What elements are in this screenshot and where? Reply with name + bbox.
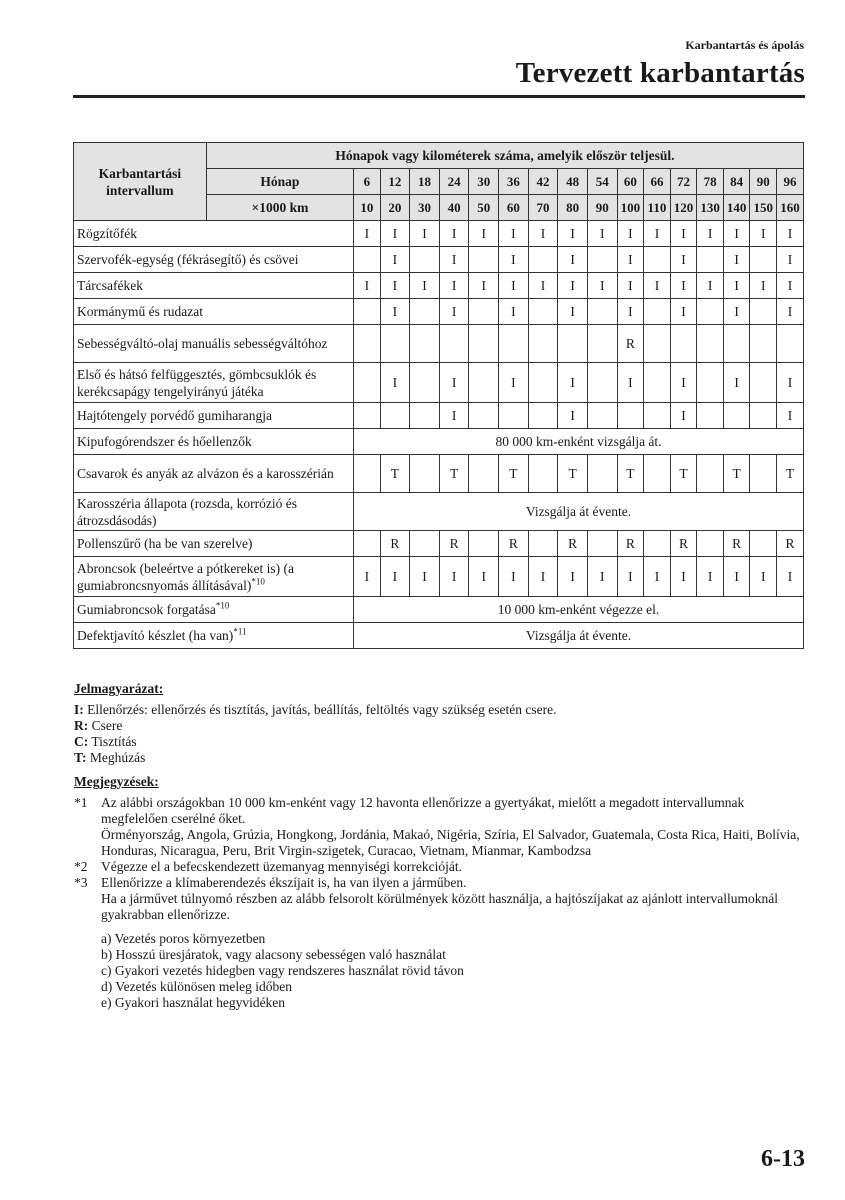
km-cell: 60 [499, 195, 529, 221]
schedule-cell [723, 325, 750, 363]
km-label: ×1000 km [206, 195, 353, 221]
condition-list [101, 931, 804, 1011]
schedule-cell: I [499, 273, 529, 299]
schedule-cell: I [750, 557, 777, 597]
table-row [74, 299, 804, 325]
legend-item: I: Ellenőrzés: ellenőrzés és tisztítás, javítás, beállítás, feltöltés vagy szükség esetén csere. [74, 702, 557, 717]
month-cell: 90 [750, 169, 777, 195]
schedule-cell: I [380, 221, 410, 247]
schedule-cell: I [528, 557, 558, 597]
schedule-cell [499, 403, 529, 429]
condition-item: b) Hosszú üresjáratok, vagy alacsony sebességen való használat [101, 947, 446, 962]
schedule-cell: I [670, 299, 697, 325]
condition-item: d) Vezetés különösen meleg időben [101, 979, 292, 994]
schedule-cell: I [380, 299, 410, 325]
schedule-cell: R [776, 531, 803, 557]
schedule-cell: I [697, 273, 724, 299]
schedule-cell: I [499, 299, 529, 325]
legend-item: R: Csere [74, 718, 123, 733]
schedule-cell: T [499, 455, 529, 493]
schedule-cell [354, 403, 381, 429]
month-cell: 12 [380, 169, 410, 195]
month-cell: 60 [617, 169, 644, 195]
schedule-cell: R [723, 531, 750, 557]
km-cell: 150 [750, 195, 777, 221]
km-cell: 80 [558, 195, 588, 221]
schedule-cell [380, 325, 410, 363]
schedule-cell [469, 325, 499, 363]
schedule-cell [410, 531, 440, 557]
schedule-cell: I [670, 247, 697, 273]
km-cell: 140 [723, 195, 750, 221]
schedule-cell: I [528, 273, 558, 299]
km-cell: 20 [380, 195, 410, 221]
schedule-cell: I [439, 557, 469, 597]
schedule-cell: I [617, 363, 644, 403]
schedule-cell: I [723, 363, 750, 403]
schedule-cell: I [697, 221, 724, 247]
schedule-cell: I [469, 273, 499, 299]
table-row [74, 325, 804, 363]
schedule-cell [750, 299, 777, 325]
schedule-cell [410, 325, 440, 363]
km-cell: 130 [697, 195, 724, 221]
schedule-cell: I [670, 557, 697, 597]
schedule-cell: I [499, 557, 529, 597]
schedule-cell: I [469, 221, 499, 247]
schedule-cell: I [439, 403, 469, 429]
schedule-cell [528, 247, 558, 273]
schedule-cell: I [380, 363, 410, 403]
schedule-cell: I [499, 363, 529, 403]
schedule-cell [750, 363, 777, 403]
km-cell: 10 [354, 195, 381, 221]
schedule-cell [697, 325, 724, 363]
schedule-cell [410, 363, 440, 403]
schedule-cell: I [670, 363, 697, 403]
schedule-cell [723, 403, 750, 429]
schedule-cell: I [617, 273, 644, 299]
footnote-ref: *11 [233, 626, 247, 637]
table-row [74, 623, 804, 649]
schedule-cell [469, 299, 499, 325]
month-cell: 78 [697, 169, 724, 195]
schedule-cell [587, 403, 617, 429]
schedule-cell [528, 455, 558, 493]
schedule-cell [644, 325, 671, 363]
legend-item: T: Meghúzás [74, 750, 146, 765]
schedule-cell [697, 299, 724, 325]
schedule-cell: I [410, 273, 440, 299]
km-cell: 90 [587, 195, 617, 221]
top-header: Hónapok vagy kilométerek száma, amelyik először teljesül. [206, 143, 803, 169]
km-cell: 110 [644, 195, 671, 221]
schedule-cell: I [723, 221, 750, 247]
schedule-cell: R [670, 531, 697, 557]
schedule-cell: I [354, 221, 381, 247]
condition-item: e) Gyakori használat hegyvidéken [101, 995, 286, 1010]
schedule-cell: T [776, 455, 803, 493]
schedule-cell: I [439, 299, 469, 325]
schedule-cell: I [354, 557, 381, 597]
footnote-marker: *2 [74, 859, 88, 874]
interval-header: Karbantartási intervallum [74, 143, 207, 221]
schedule-cell [750, 247, 777, 273]
footnote-marker: *1 [74, 795, 88, 810]
schedule-cell [354, 363, 381, 403]
title-rule [73, 95, 805, 98]
schedule-cell [410, 247, 440, 273]
km-cell: 120 [670, 195, 697, 221]
footnote-3 [74, 875, 804, 923]
schedule-cell: I [558, 403, 588, 429]
footnote-text: Ellenőrizze a klímaberendezés ékszíjait is, ha van ilyen a járműben. [101, 875, 467, 890]
schedule-cell: I [439, 221, 469, 247]
schedule-cell: I [439, 363, 469, 403]
schedule-cell: T [558, 455, 588, 493]
table-row [74, 493, 804, 531]
schedule-cell [528, 403, 558, 429]
schedule-cell: I [558, 299, 588, 325]
item-name: Tárcsafékek [74, 273, 354, 299]
page-number: 6-13 [761, 1146, 805, 1172]
item-name: Karosszéria állapota (rozsda, korrózió és átrozsdásodás) [74, 493, 354, 531]
schedule-cell [587, 455, 617, 493]
table-row [74, 455, 804, 493]
schedule-cell [697, 455, 724, 493]
schedule-cell: I [528, 221, 558, 247]
schedule-cell: I [354, 273, 381, 299]
item-name: Kipufogórendszer és hőellenzők [74, 429, 354, 455]
schedule-cell: T [617, 455, 644, 493]
legend-heading: Jelmagyarázat: [74, 681, 164, 696]
table-row [74, 363, 804, 403]
schedule-cell [410, 455, 440, 493]
schedule-cell: I [587, 273, 617, 299]
schedule-cell [410, 403, 440, 429]
schedule-cell: I [587, 557, 617, 597]
schedule-cell [410, 299, 440, 325]
legend-item: C: Tisztítás [74, 734, 137, 749]
schedule-cell [587, 531, 617, 557]
schedule-cell [670, 325, 697, 363]
table-row [74, 403, 804, 429]
schedule-cell: I [617, 299, 644, 325]
schedule-cell [697, 363, 724, 403]
schedule-cell: T [439, 455, 469, 493]
schedule-cell: I [558, 247, 588, 273]
schedule-cell: I [670, 221, 697, 247]
schedule-cell: I [558, 221, 588, 247]
schedule-cell [644, 363, 671, 403]
schedule-cell: R [499, 531, 529, 557]
schedule-cell: I [723, 247, 750, 273]
table-row [74, 273, 804, 299]
schedule-cell [644, 455, 671, 493]
schedule-cell: I [410, 557, 440, 597]
footnote-ref: *10 [251, 576, 265, 586]
item-name: Abroncsok (beleértve a pótkereket is) (a gumiabroncsnyomás állításával)$^{*10}$ [74, 557, 354, 597]
notes-heading: Megjegyzések: [74, 774, 159, 789]
schedule-cell: I [697, 557, 724, 597]
schedule-cell [469, 531, 499, 557]
schedule-cell [528, 299, 558, 325]
schedule-cell [558, 325, 588, 363]
footnote-marker: *3 [74, 875, 88, 890]
footnote-text-2: Ha a járművet túlnyomó részben az alább felsorolt körülmények között használja, a hajtószíjakat az ajánlott intervallumoknál gyakrabban ellenőrizze. [101, 891, 779, 922]
schedule-cell [469, 363, 499, 403]
table-row [74, 429, 804, 455]
schedule-cell [644, 531, 671, 557]
schedule-cell: I [439, 273, 469, 299]
schedule-cell: R [439, 531, 469, 557]
schedule-cell: R [617, 325, 644, 363]
schedule-cell [587, 247, 617, 273]
schedule-cell: I [469, 557, 499, 597]
span-cell: 80 000 km-enként vizsgálja át. [354, 429, 804, 455]
schedule-cell [380, 403, 410, 429]
schedule-cell: I [723, 557, 750, 597]
month-cell: 42 [528, 169, 558, 195]
schedule-cell: I [670, 403, 697, 429]
item-name: Sebességváltó-olaj manuális sebességváltóhoz [74, 325, 354, 363]
schedule-cell [587, 325, 617, 363]
schedule-cell: I [617, 557, 644, 597]
schedule-cell: T [723, 455, 750, 493]
month-cell: 36 [499, 169, 529, 195]
schedule-cell: I [380, 247, 410, 273]
schedule-cell [354, 299, 381, 325]
span-cell: 10 000 km-enként végezze el. [354, 597, 804, 623]
schedule-cell: I [776, 221, 803, 247]
schedule-cell: I [499, 221, 529, 247]
footnote-1 [74, 795, 804, 859]
condition-item: c) Gyakori vezetés hidegben vagy rendszeres használat rövid távon [101, 963, 464, 978]
schedule-cell: R [617, 531, 644, 557]
schedule-cell [587, 363, 617, 403]
km-cell: 50 [469, 195, 499, 221]
page-title: Tervezett karbantartás [515, 57, 805, 89]
schedule-cell [750, 403, 777, 429]
month-cell: 66 [644, 169, 671, 195]
schedule-cell [439, 325, 469, 363]
schedule-cell: R [380, 531, 410, 557]
footnote-text: Az alábbi országokban 10 000 km-enként vagy 12 havonta ellenőrizze a gyertyákat, mielőtt a megadott intervallumnak megfelelően cserélné őket. [101, 795, 745, 826]
item-name: Szervofék-egység (fékrásegítő) és csövei [74, 247, 354, 273]
item-name: Defektjavító készlet (ha van)$^{*11}$ [74, 623, 354, 649]
item-name: Hajtótengely porvédő gumiharangja [74, 403, 354, 429]
schedule-cell [587, 299, 617, 325]
schedule-cell: I [723, 299, 750, 325]
schedule-cell [750, 531, 777, 557]
schedule-cell [697, 247, 724, 273]
schedule-cell: I [776, 403, 803, 429]
schedule-cell: T [380, 455, 410, 493]
schedule-cell [644, 299, 671, 325]
km-cell: 160 [776, 195, 803, 221]
schedule-cell: I [380, 557, 410, 597]
notes-section [74, 681, 804, 1011]
schedule-cell: I [617, 221, 644, 247]
schedule-cell [697, 403, 724, 429]
month-cell: 24 [439, 169, 469, 195]
schedule-cell [644, 403, 671, 429]
month-cell: 18 [410, 169, 440, 195]
month-cell: 30 [469, 169, 499, 195]
schedule-cell [697, 531, 724, 557]
schedule-cell [469, 403, 499, 429]
schedule-cell [644, 247, 671, 273]
schedule-cell [499, 325, 529, 363]
schedule-cell [469, 455, 499, 493]
schedule-cell: I [644, 273, 671, 299]
month-cell: 96 [776, 169, 803, 195]
schedule-cell [776, 325, 803, 363]
schedule-cell: I [439, 247, 469, 273]
schedule-cell: I [644, 221, 671, 247]
section-label: Karbantartás és ápolás [685, 38, 804, 52]
schedule-cell: I [558, 363, 588, 403]
month-cell: 54 [587, 169, 617, 195]
schedule-cell: I [776, 557, 803, 597]
span-cell: Vizsgálja át évente. [354, 493, 804, 531]
schedule-cell: R [558, 531, 588, 557]
km-cell: 70 [528, 195, 558, 221]
km-cell: 40 [439, 195, 469, 221]
schedule-cell: I [776, 363, 803, 403]
schedule-cell: I [644, 557, 671, 597]
condition-item: a) Vezetés poros környezetben [101, 931, 266, 946]
schedule-cell: I [499, 247, 529, 273]
month-cell: 6 [354, 169, 381, 195]
table-row [74, 221, 804, 247]
table-row [74, 557, 804, 597]
item-name: Pollenszűrő (ha be van szerelve) [74, 531, 354, 557]
table-row [74, 597, 804, 623]
maintenance-schedule-table [73, 142, 804, 649]
schedule-cell: I [617, 247, 644, 273]
footnote-2 [74, 859, 804, 875]
schedule-cell [354, 247, 381, 273]
schedule-cell: I [750, 273, 777, 299]
schedule-cell: I [750, 221, 777, 247]
month-cell: 84 [723, 169, 750, 195]
month-cell: 48 [558, 169, 588, 195]
legend-list [74, 702, 804, 766]
month-label: Hónap [206, 169, 353, 195]
schedule-cell: I [670, 273, 697, 299]
schedule-cell [469, 247, 499, 273]
item-name: Első és hátsó felfüggesztés, gömbcsuklók és kerékcsapágy tengelyirányú játéka [74, 363, 354, 403]
km-cell: 30 [410, 195, 440, 221]
schedule-cell [750, 455, 777, 493]
schedule-cell: I [410, 221, 440, 247]
schedule-cell: I [776, 273, 803, 299]
span-cell: Vizsgálja át évente. [354, 623, 804, 649]
schedule-cell [354, 455, 381, 493]
schedule-cell [354, 531, 381, 557]
schedule-cell [528, 363, 558, 403]
table-row [74, 531, 804, 557]
schedule-cell [354, 325, 381, 363]
item-name: Gumiabroncsok forgatása$^{*10}$ [74, 597, 354, 623]
schedule-cell: I [380, 273, 410, 299]
schedule-cell: I [776, 247, 803, 273]
month-cell: 72 [670, 169, 697, 195]
schedule-cell: I [776, 299, 803, 325]
footnote-ref: *10 [215, 600, 230, 611]
schedule-cell [528, 531, 558, 557]
schedule-cell: I [558, 273, 588, 299]
schedule-cell: I [558, 557, 588, 597]
schedule-cell [528, 325, 558, 363]
schedule-cell [750, 325, 777, 363]
footnote-text: Végezze el a befecskendezett üzemanyag mennyiségi korrekcióját. [101, 859, 462, 874]
km-cell: 100 [617, 195, 644, 221]
schedule-cell [617, 403, 644, 429]
item-name: Rögzítőfék [74, 221, 354, 247]
schedule-cell: T [670, 455, 697, 493]
schedule-cell: I [587, 221, 617, 247]
schedule-cell: I [723, 273, 750, 299]
item-name: Csavarok és anyák az alvázon és a karosszérián [74, 455, 354, 493]
table-row [74, 247, 804, 273]
footnote-countries: Örményország, Angola, Grúzia, Hongkong, Jordánia, Makaó, Nigéria, Szíria, El Salvador, Guatemala, Costa Rica, Haiti, Bolívia, Honduras, Nicaragua, Peru, Brit Virgin-szigetek, Curacao, Vietnam, Mianmar, Kambodzsa [101, 827, 800, 858]
item-name: Kormánymű és rudazat [74, 299, 354, 325]
